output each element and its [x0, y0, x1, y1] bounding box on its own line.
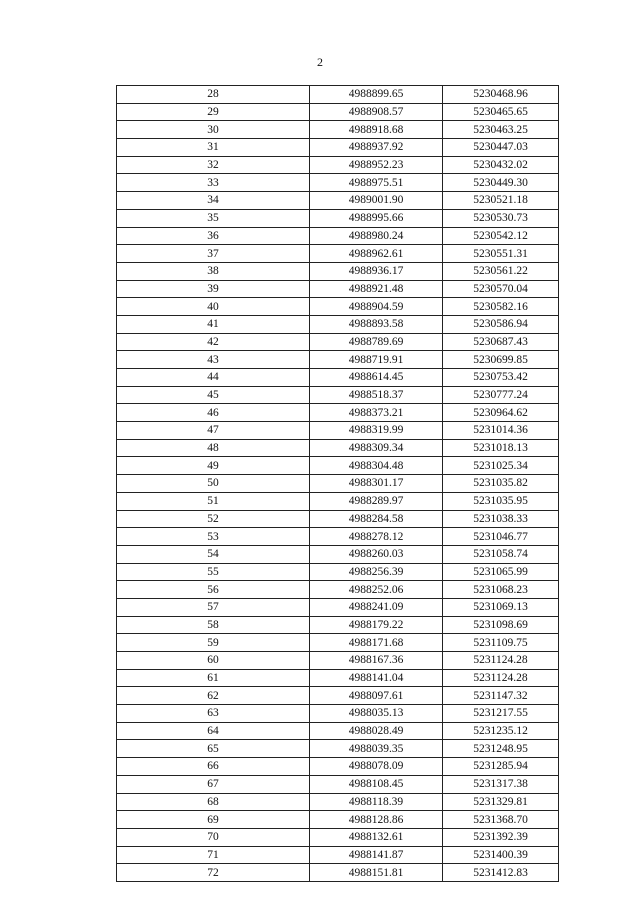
- table-row: [117, 669, 559, 687]
- x-coordinate-cell: 4988141.04: [310, 669, 443, 687]
- point-number-cell: 29: [117, 103, 310, 121]
- y-coordinate-cell: 5231124.28: [443, 669, 559, 687]
- point-number-cell: 43: [117, 351, 310, 369]
- x-coordinate-cell: 4988241.09: [310, 598, 443, 616]
- x-coordinate-cell: 4988128.86: [310, 811, 443, 829]
- table-row: [117, 103, 559, 121]
- y-coordinate-cell: 5231329.81: [443, 793, 559, 811]
- y-coordinate-cell: 5231248.95: [443, 740, 559, 758]
- y-coordinate-cell: 5231025.34: [443, 457, 559, 475]
- y-coordinate-cell: 5230551.31: [443, 245, 559, 263]
- point-number-cell: 56: [117, 581, 310, 599]
- y-coordinate-cell: 5231392.39: [443, 828, 559, 846]
- y-coordinate-cell: 5231317.38: [443, 775, 559, 793]
- x-coordinate-cell: 4988921.48: [310, 280, 443, 298]
- y-coordinate-cell: 5230449.30: [443, 174, 559, 192]
- point-number-cell: 64: [117, 722, 310, 740]
- table-row: [117, 828, 559, 846]
- y-coordinate-cell: 5231014.36: [443, 422, 559, 440]
- point-number-cell: 39: [117, 280, 310, 298]
- table-row: [117, 598, 559, 616]
- y-coordinate-cell: 5231058.74: [443, 545, 559, 563]
- x-coordinate-cell: 4988028.49: [310, 722, 443, 740]
- x-coordinate-cell: 4988171.68: [310, 634, 443, 652]
- x-coordinate-cell: 4988301.17: [310, 475, 443, 493]
- point-number-cell: 72: [117, 864, 310, 882]
- table-row: [117, 227, 559, 245]
- point-number-cell: 53: [117, 528, 310, 546]
- x-coordinate-cell: 4988373.21: [310, 404, 443, 422]
- x-coordinate-cell: 4988141.87: [310, 846, 443, 864]
- y-coordinate-cell: 5230432.02: [443, 156, 559, 174]
- point-number-cell: 61: [117, 669, 310, 687]
- y-coordinate-cell: 5231035.95: [443, 492, 559, 510]
- table-row: [117, 439, 559, 457]
- point-number-cell: 67: [117, 775, 310, 793]
- y-coordinate-cell: 5231147.32: [443, 687, 559, 705]
- table-row: [117, 262, 559, 280]
- x-coordinate-cell: 4988309.34: [310, 439, 443, 457]
- table-row: [117, 139, 559, 157]
- table-row: [117, 616, 559, 634]
- table-row: [117, 775, 559, 793]
- point-number-cell: 55: [117, 563, 310, 581]
- point-number-cell: 69: [117, 811, 310, 829]
- y-coordinate-cell: 5230586.94: [443, 315, 559, 333]
- x-coordinate-cell: 4988899.65: [310, 86, 443, 104]
- x-coordinate-cell: 4988039.35: [310, 740, 443, 758]
- x-coordinate-cell: 4988937.92: [310, 139, 443, 157]
- x-coordinate-cell: 4988975.51: [310, 174, 443, 192]
- table-row: [117, 510, 559, 528]
- y-coordinate-cell: 5231069.13: [443, 598, 559, 616]
- y-coordinate-cell: 5231068.23: [443, 581, 559, 599]
- point-number-cell: 58: [117, 616, 310, 634]
- x-coordinate-cell: 4988518.37: [310, 386, 443, 404]
- point-number-cell: 46: [117, 404, 310, 422]
- point-number-cell: 68: [117, 793, 310, 811]
- x-coordinate-cell: 4988035.13: [310, 705, 443, 723]
- y-coordinate-cell: 5231400.39: [443, 846, 559, 864]
- table-row: [117, 209, 559, 227]
- x-coordinate-cell: 4988179.22: [310, 616, 443, 634]
- table-row: [117, 581, 559, 599]
- point-number-cell: 33: [117, 174, 310, 192]
- coordinates-table-body: [117, 86, 559, 882]
- point-number-cell: 41: [117, 315, 310, 333]
- table-row: [117, 864, 559, 882]
- x-coordinate-cell: 4988304.48: [310, 457, 443, 475]
- point-number-cell: 34: [117, 192, 310, 210]
- x-coordinate-cell: 4988260.03: [310, 545, 443, 563]
- point-number-cell: 60: [117, 652, 310, 670]
- y-coordinate-cell: 5230447.03: [443, 139, 559, 157]
- table-row: [117, 652, 559, 670]
- x-coordinate-cell: 4988936.17: [310, 262, 443, 280]
- x-coordinate-cell: 4988904.59: [310, 298, 443, 316]
- point-number-cell: 63: [117, 705, 310, 723]
- x-coordinate-cell: 4988289.97: [310, 492, 443, 510]
- x-coordinate-cell: 4988252.06: [310, 581, 443, 599]
- y-coordinate-cell: 5230542.12: [443, 227, 559, 245]
- table-row: [117, 634, 559, 652]
- table-row: [117, 333, 559, 351]
- table-row: [117, 687, 559, 705]
- y-coordinate-cell: 5231038.33: [443, 510, 559, 528]
- x-coordinate-cell: 4988980.24: [310, 227, 443, 245]
- table-row: [117, 369, 559, 387]
- y-coordinate-cell: 5231368.70: [443, 811, 559, 829]
- y-coordinate-cell: 5231412.83: [443, 864, 559, 882]
- point-number-cell: 59: [117, 634, 310, 652]
- point-number-cell: 35: [117, 209, 310, 227]
- x-coordinate-cell: 4988284.58: [310, 510, 443, 528]
- table-row: [117, 457, 559, 475]
- y-coordinate-cell: 5231217.55: [443, 705, 559, 723]
- y-coordinate-cell: 5230463.25: [443, 121, 559, 139]
- table-row: [117, 740, 559, 758]
- table-row: [117, 793, 559, 811]
- table-row: [117, 475, 559, 493]
- y-coordinate-cell: 5230570.04: [443, 280, 559, 298]
- x-coordinate-cell: 4988132.61: [310, 828, 443, 846]
- y-coordinate-cell: 5231109.75: [443, 634, 559, 652]
- point-number-cell: 37: [117, 245, 310, 263]
- table-row: [117, 174, 559, 192]
- point-number-cell: 42: [117, 333, 310, 351]
- point-number-cell: 32: [117, 156, 310, 174]
- x-coordinate-cell: 4988097.61: [310, 687, 443, 705]
- coordinates-table: [116, 85, 559, 882]
- point-number-cell: 38: [117, 262, 310, 280]
- x-coordinate-cell: 4988893.58: [310, 315, 443, 333]
- table-row: [117, 846, 559, 864]
- point-number-cell: 48: [117, 439, 310, 457]
- table-row: [117, 245, 559, 263]
- table-row: [117, 758, 559, 776]
- point-number-cell: 71: [117, 846, 310, 864]
- y-coordinate-cell: 5230687.43: [443, 333, 559, 351]
- y-coordinate-cell: 5230582.16: [443, 298, 559, 316]
- table-row: [117, 811, 559, 829]
- y-coordinate-cell: 5230777.24: [443, 386, 559, 404]
- x-coordinate-cell: 4988918.68: [310, 121, 443, 139]
- point-number-cell: 47: [117, 422, 310, 440]
- point-number-cell: 45: [117, 386, 310, 404]
- x-coordinate-cell: 4988995.66: [310, 209, 443, 227]
- table-row: [117, 156, 559, 174]
- x-coordinate-cell: 4988952.23: [310, 156, 443, 174]
- table-row: [117, 351, 559, 369]
- point-number-cell: 66: [117, 758, 310, 776]
- point-number-cell: 28: [117, 86, 310, 104]
- table-row: [117, 121, 559, 139]
- x-coordinate-cell: 4988151.81: [310, 864, 443, 882]
- point-number-cell: 70: [117, 828, 310, 846]
- point-number-cell: 52: [117, 510, 310, 528]
- table-row: [117, 492, 559, 510]
- point-number-cell: 49: [117, 457, 310, 475]
- y-coordinate-cell: 5230530.73: [443, 209, 559, 227]
- x-coordinate-cell: 4988108.45: [310, 775, 443, 793]
- y-coordinate-cell: 5231124.28: [443, 652, 559, 670]
- y-coordinate-cell: 5230964.62: [443, 404, 559, 422]
- y-coordinate-cell: 5231035.82: [443, 475, 559, 493]
- table-row: [117, 563, 559, 581]
- point-number-cell: 54: [117, 545, 310, 563]
- x-coordinate-cell: 4988789.69: [310, 333, 443, 351]
- y-coordinate-cell: 5231098.69: [443, 616, 559, 634]
- x-coordinate-cell: 4988719.91: [310, 351, 443, 369]
- point-number-cell: 31: [117, 139, 310, 157]
- table-row: [117, 315, 559, 333]
- point-number-cell: 65: [117, 740, 310, 758]
- point-number-cell: 30: [117, 121, 310, 139]
- x-coordinate-cell: 4988078.09: [310, 758, 443, 776]
- y-coordinate-cell: 5230699.85: [443, 351, 559, 369]
- y-coordinate-cell: 5231285.94: [443, 758, 559, 776]
- y-coordinate-cell: 5231235.12: [443, 722, 559, 740]
- x-coordinate-cell: 4988962.61: [310, 245, 443, 263]
- table-row: [117, 404, 559, 422]
- table-row: [117, 192, 559, 210]
- table-row: [117, 86, 559, 104]
- y-coordinate-cell: 5231065.99: [443, 563, 559, 581]
- x-coordinate-cell: 4988118.39: [310, 793, 443, 811]
- table-row: [117, 298, 559, 316]
- y-coordinate-cell: 5230465.65: [443, 103, 559, 121]
- y-coordinate-cell: 5230753.42: [443, 369, 559, 387]
- x-coordinate-cell: 4988256.39: [310, 563, 443, 581]
- point-number-cell: 51: [117, 492, 310, 510]
- point-number-cell: 62: [117, 687, 310, 705]
- y-coordinate-cell: 5230468.96: [443, 86, 559, 104]
- x-coordinate-cell: 4988319.99: [310, 422, 443, 440]
- table-row: [117, 422, 559, 440]
- point-number-cell: 36: [117, 227, 310, 245]
- y-coordinate-cell: 5230561.22: [443, 262, 559, 280]
- point-number-cell: 50: [117, 475, 310, 493]
- table-row: [117, 280, 559, 298]
- point-number-cell: 57: [117, 598, 310, 616]
- table-row: [117, 722, 559, 740]
- x-coordinate-cell: 4988614.45: [310, 369, 443, 387]
- point-number-cell: 44: [117, 369, 310, 387]
- page-number: 2: [317, 55, 323, 69]
- table-row: [117, 528, 559, 546]
- x-coordinate-cell: 4989001.90: [310, 192, 443, 210]
- x-coordinate-cell: 4988908.57: [310, 103, 443, 121]
- y-coordinate-cell: 5231018.13: [443, 439, 559, 457]
- x-coordinate-cell: 4988167.36: [310, 652, 443, 670]
- table-row: [117, 705, 559, 723]
- y-coordinate-cell: 5230521.18: [443, 192, 559, 210]
- x-coordinate-cell: 4988278.12: [310, 528, 443, 546]
- table-row: [117, 545, 559, 563]
- point-number-cell: 40: [117, 298, 310, 316]
- table-row: [117, 386, 559, 404]
- y-coordinate-cell: 5231046.77: [443, 528, 559, 546]
